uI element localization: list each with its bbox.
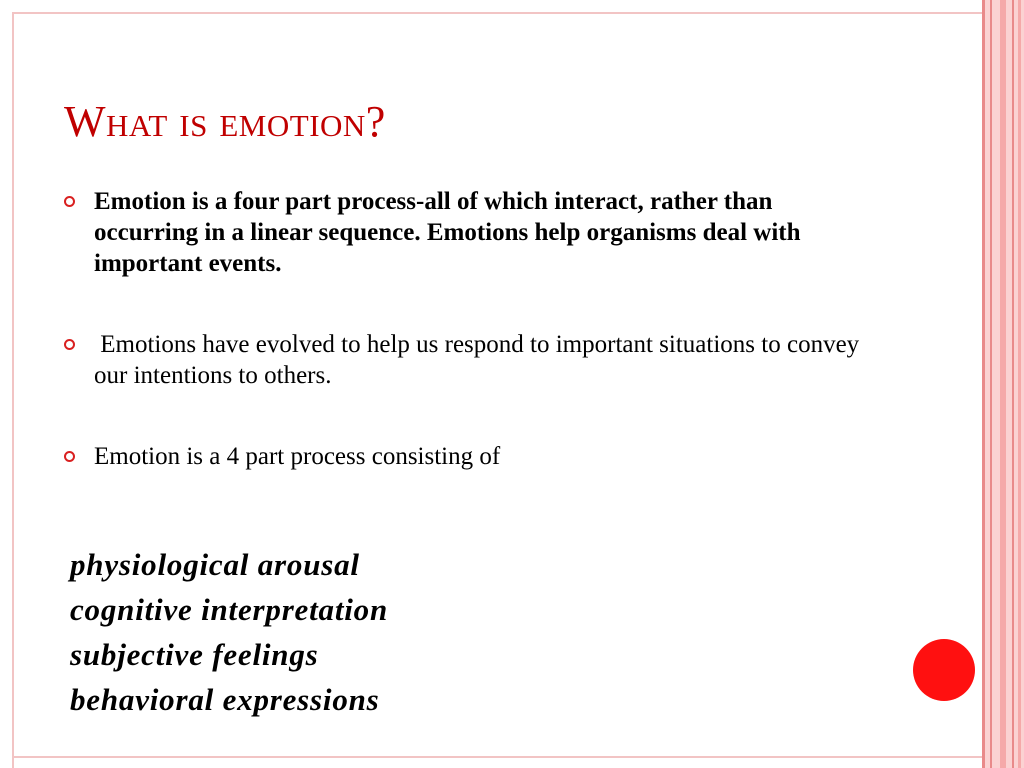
frame-border-top	[12, 12, 982, 14]
bullet-marker-icon	[64, 339, 75, 350]
decorative-stripe	[1000, 0, 1006, 768]
bullet-list	[64, 186, 864, 472]
decorative-stripe	[1012, 0, 1014, 768]
component-item: subjective feelings	[70, 637, 319, 672]
component-item: behavioral expressions	[70, 682, 380, 717]
frame-border-bottom	[12, 756, 982, 758]
bullet-text: Emotions have evolved to help us respond to important situations to convey our intentions to others.	[94, 331, 866, 389]
frame-border-left	[12, 12, 14, 768]
bullet-item	[64, 441, 864, 472]
bullet-item	[64, 329, 864, 391]
decorative-stripe	[990, 0, 992, 768]
component-item: physiological arousal	[70, 547, 360, 582]
decorative-stripe	[982, 0, 985, 768]
component-list	[70, 542, 388, 722]
decorative-stripe	[1018, 0, 1021, 768]
component-item: cognitive interpretation	[70, 592, 388, 627]
slide-title: What is emotion?	[64, 97, 386, 146]
bullet-marker-icon	[64, 196, 75, 207]
bullet-marker-icon	[64, 451, 75, 462]
bullet-text: Emotion is a four part process-all of which interact, rather than occurring in a linear sequence. Emotions help organisms deal with important events.	[94, 188, 801, 277]
decorative-circle-icon	[913, 639, 975, 701]
bullet-text: Emotion is a 4 part process consisting of	[94, 443, 501, 470]
bullet-item	[64, 186, 864, 279]
